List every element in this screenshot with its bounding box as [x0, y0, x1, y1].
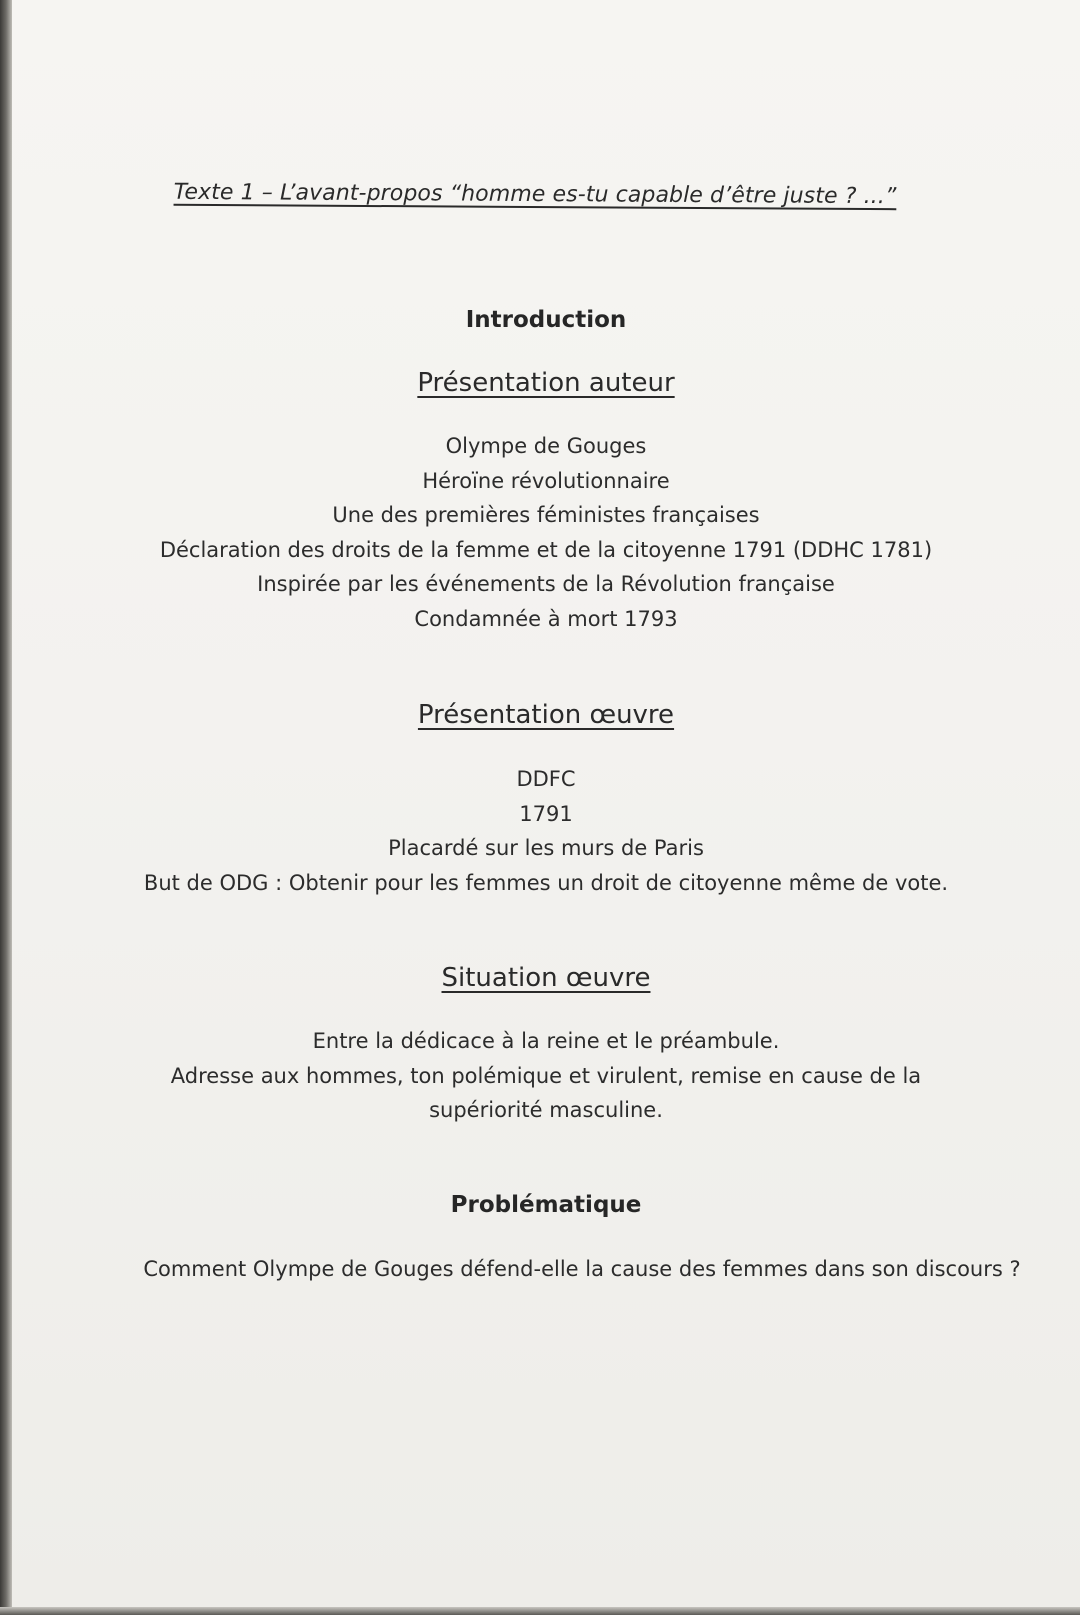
- situation-line: supériorité masculine.: [429, 1098, 663, 1122]
- presentation-oeuvre-lines: [12, 762, 1080, 900]
- problematique-heading: Problématique: [450, 1192, 642, 1218]
- presentation-oeuvre-heading: Présentation œuvre: [417, 700, 675, 730]
- auteur-line: Déclaration des droits de la femme et de la citoyenne 1791 (DDHC 1781): [159, 537, 933, 562]
- presentation-auteur-lines: [12, 429, 1080, 636]
- situation-line: Entre la dédicace à la reine et le préambule.: [312, 1029, 780, 1053]
- auteur-line: Inspirée par les événements de la Révolution française: [257, 572, 835, 596]
- situation-oeuvre-heading: Situation œuvre: [441, 963, 651, 993]
- auteur-line: Héroïne révolutionnaire: [422, 468, 670, 493]
- oeuvre-line: But de ODG : Obtenir pour les femmes un droit de citoyenne même de vote.: [143, 870, 949, 895]
- oeuvre-line: 1791: [519, 801, 573, 826]
- document-title: Texte 1 – L’avant-propos “homme es-tu capable d’être juste ? ...”: [173, 179, 897, 210]
- auteur-line: Olympe de Gouges: [445, 434, 647, 458]
- situation-line: Adresse aux hommes, ton polémique et virulent, remise en cause de la: [170, 1063, 922, 1088]
- presentation-auteur-heading: Présentation auteur: [417, 368, 675, 398]
- problematique-question: Comment Olympe de Gouges défend-elle la cause des femmes dans son discours ?: [143, 1257, 1021, 1281]
- oeuvre-line: Placardé sur les murs de Paris: [388, 836, 704, 860]
- auteur-line: Condamnée à mort 1793: [414, 606, 678, 631]
- situation-oeuvre-lines: [12, 1024, 1080, 1128]
- introduction-heading: Introduction: [465, 307, 627, 333]
- paper-sheet: [12, 0, 1080, 1607]
- page-bottom-edge-shadow: [0, 1607, 1080, 1615]
- oeuvre-line: DDFC: [516, 767, 576, 791]
- auteur-line: Une des premières féministes françaises: [332, 503, 760, 527]
- page-left-edge-shadow: [0, 0, 12, 1615]
